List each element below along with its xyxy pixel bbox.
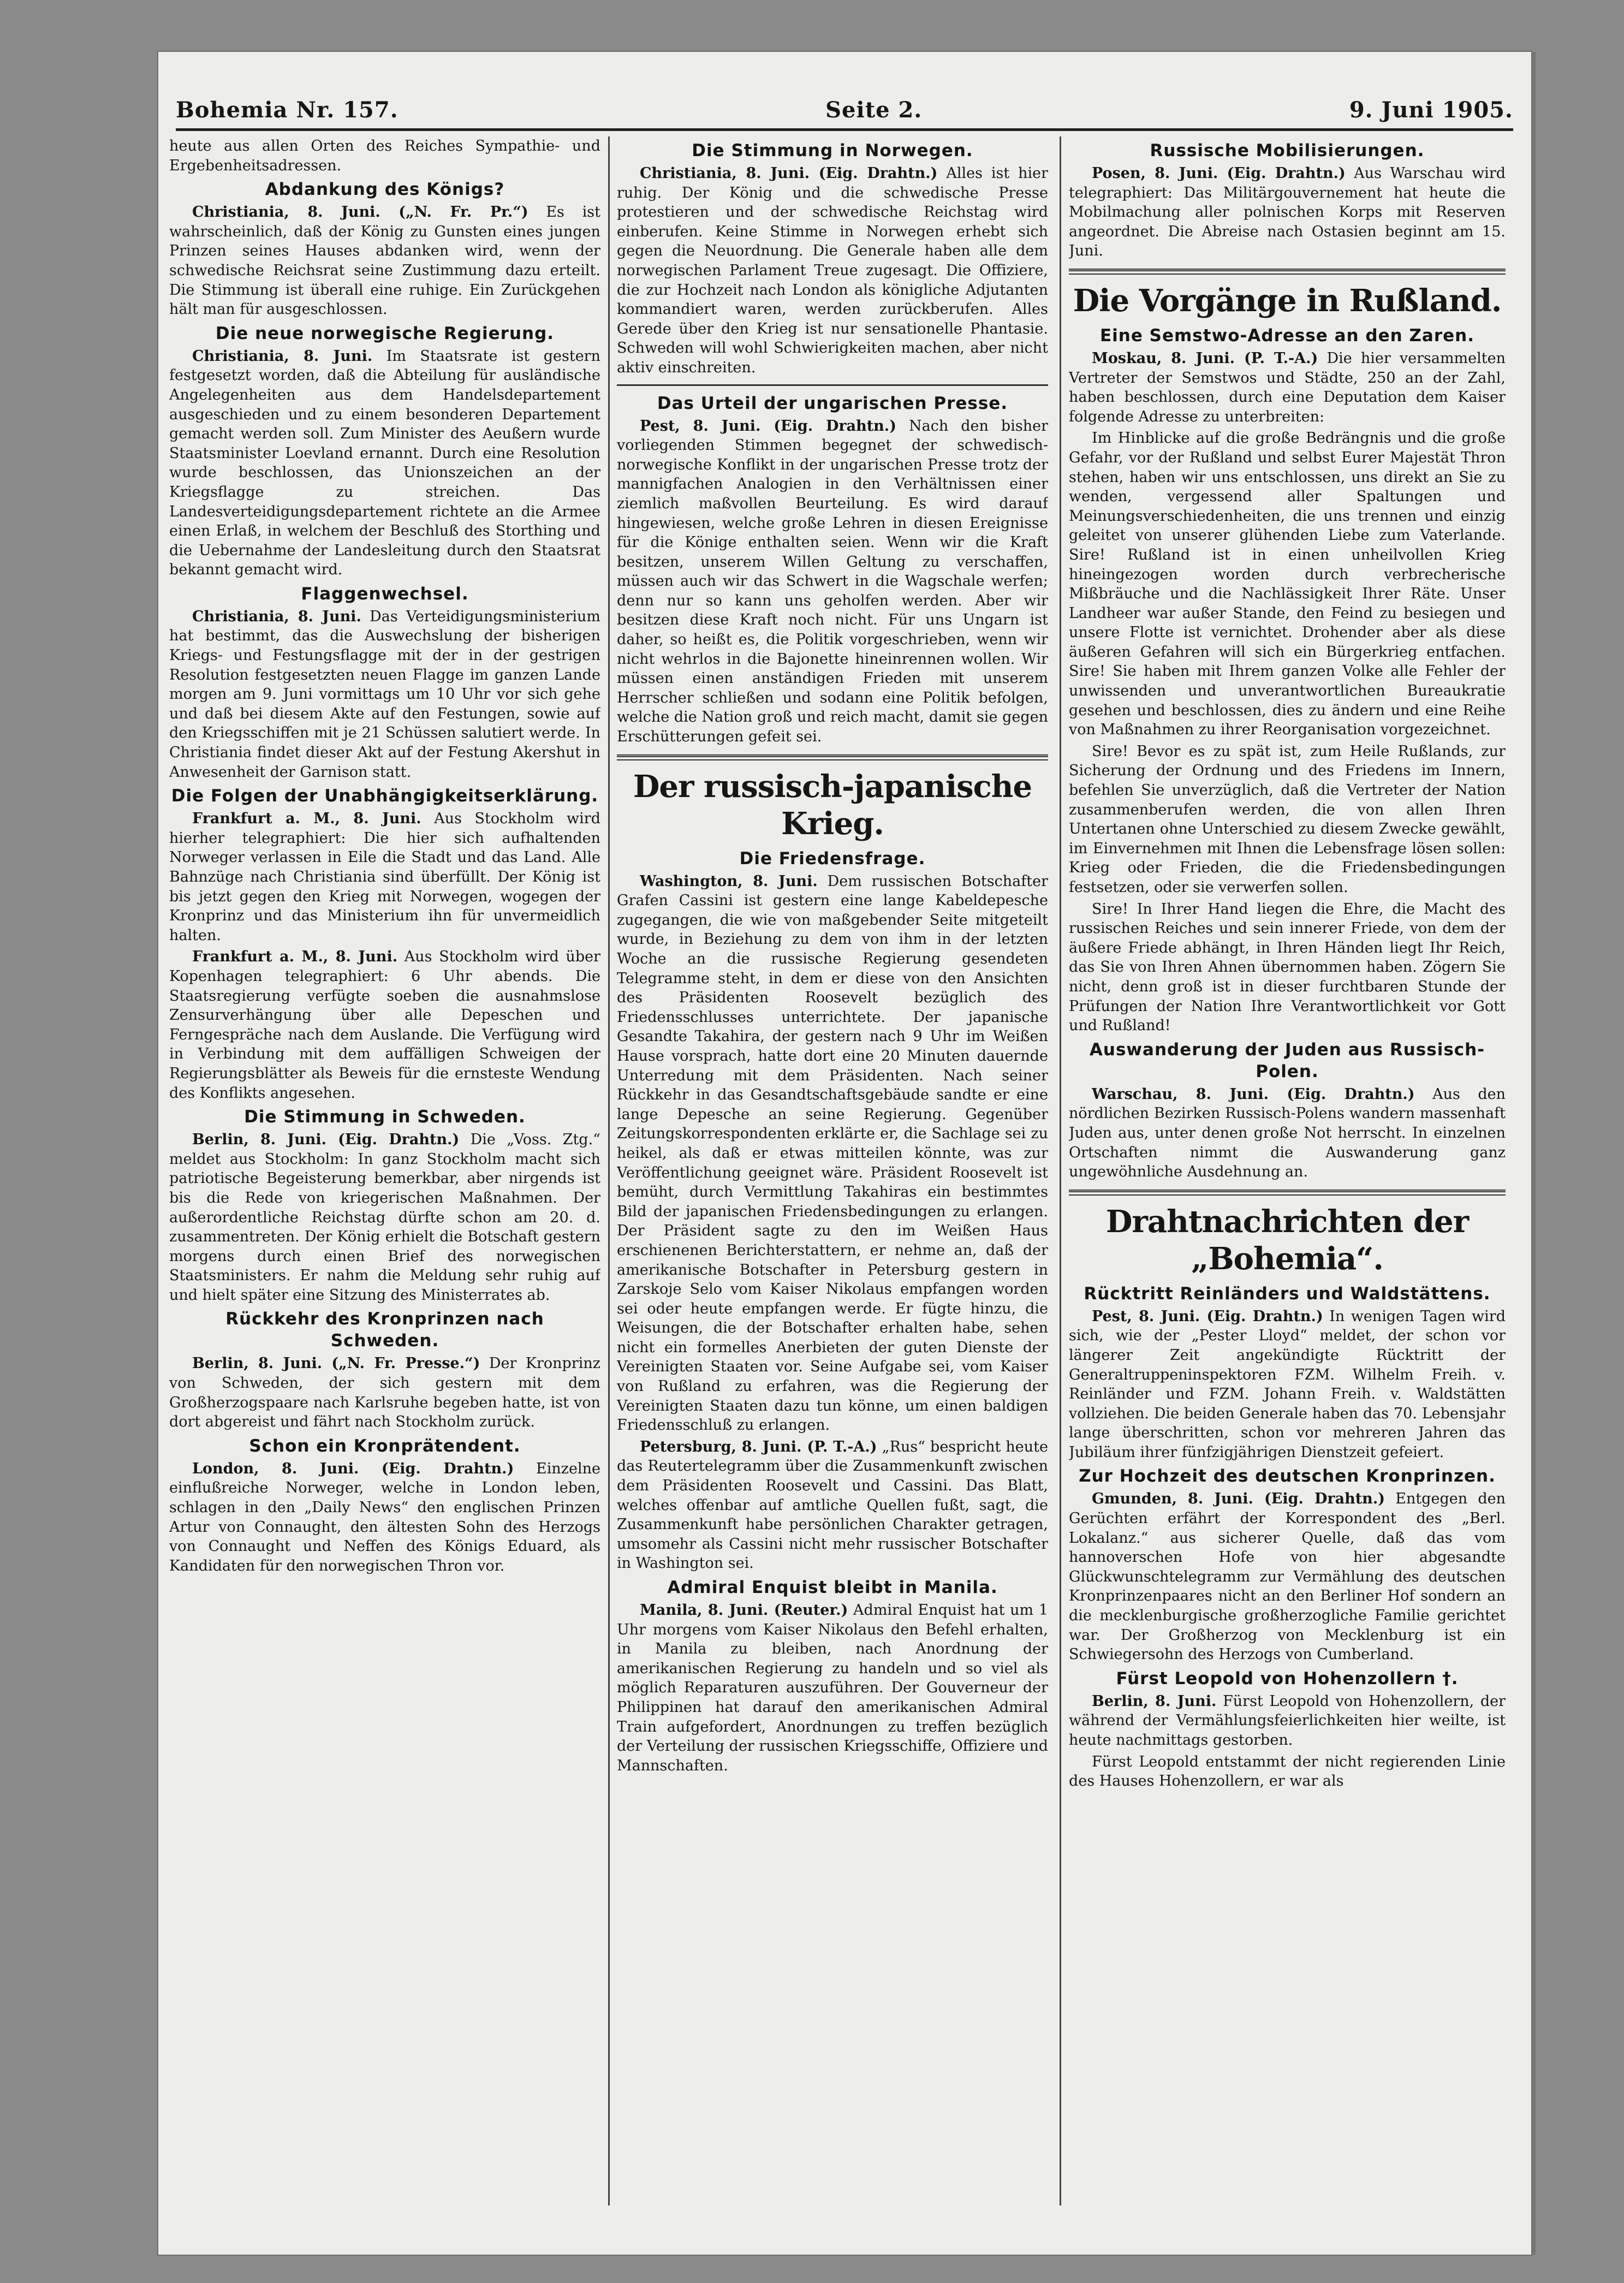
section-title: Der russisch-japanische Krieg. xyxy=(633,768,1032,842)
dateline: Christiania, 8. Juni. xyxy=(192,608,361,625)
article-body: Im Hinblicke auf die große Bedrängnis und die große Gefahr, vor der Rußland und selbst Eurer Majestät Thron stehen, haben wir uns entschlossen, uns direkt an Sie zu wenden, vergessend aller Spaltungen und Meinungsverschiedenheiten, die uns trennen und einzig geleitet von unserer glühenden Liebe zum Vaterlande. Sire! Rußland ist in einen unheilvollen Krieg hineingezogen worden durch verbrecherische Mißbräuche und die Nachlässigkeit Ihrer Räte. Unser Landheer war außer Stande, den Feind zu besiegen und unsere Flotte ist vernichtet. Drohender aber als diese äußeren Gefahren will sich ein Bürgerkrieg entfachen. Sire! Sie haben mit Ihrem ganzen Volke alle Fehler der unwissenden und unverantwortlichen Bureaukratie gesehen und beschlossen, dies zu ändern und eine Reihe von Maßnahmen zu ihrer Reorganisation vorgezeichnet. xyxy=(1069,430,1506,739)
section-rule xyxy=(617,754,1048,760)
issue-date: 9. Juni 1905. xyxy=(1349,97,1513,123)
page-number: Seite 2. xyxy=(825,97,923,123)
article-body: Sire! In Ihrer Hand liegen die Ehre, die Macht des russischen Reiches und sein innerer Friede, von dem der äußere Friede abhängt, in Ihren Händen liegt Ihr Reich, das Sie von Ihren Ahnen übernommen haben. Zögern Sie nicht, denn groß ist in dieser furchtbaren Stunde der Prüfungen der Nation Ihre Verantwortlichkeit vor Gott und Rußland! xyxy=(1069,900,1506,1035)
dateline: Manila, 8. Juni. (Reuter.) xyxy=(640,1602,848,1619)
dateline: Christiania, 8. Juni. xyxy=(192,347,373,365)
dateline: Warschau, 8. Juni. (Eig. Drahtn.) xyxy=(1092,1085,1415,1103)
article-heading: Die Folgen der Unabhängigkeitserklärung. xyxy=(171,786,599,806)
article-heading: Schon ein Kronprätendent. xyxy=(249,1436,521,1456)
article-body: Christiania, 8. Juni. Im Staatsrate ist gestern festgesetzt worden, daß die Abteilung für ausländische Angelegenheiten aus dem Handelsdepartement ausgeschieden und zu einem besonderen Departement gemacht werden soll. Zum Minister des Aeußern wurde Staatsminister Loevland ernannt. Durch eine Resolution wurde beschlossen, das Unionszeichen an der Kriegsflagge zu streichen. Das Landesverteidigungsdepartement richtete an die Armee einen Erlaß, in welchem der Beschluß des Storthing und die Uebernahme der Landesleitung durch den Staatsrat bekannt gemacht wird. xyxy=(169,347,600,579)
article-body: Moskau, 8. Juni. (P. T.-A.) Die hier versammelten Vertreter der Semstwos und Städte, 250 an der Zahl, haben beschlossen, durch eine Deputation dem Kaiser folgende Adresse zu unterbreiten: xyxy=(1069,349,1506,425)
dateline: Pest, 8. Juni. (Eig. Drahtn.) xyxy=(640,417,896,435)
article-body: Christiania, 8. Juni. Das Verteidigungsministerium hat bestimmt, das die Auswechslung der bisherigen Kriegs- und Festungsflagge mit der in der gestrigen Resolution festgesetzten neuen Flagge im ganzen Lande morgen am 9. Juni vormittags um 10 Uhr vor sich gehe und daß bei diesem Akte auf den Festungen, sowie auf den Kriegsschiffen mit je 21 Schüssen salutiert werde. In Christiania findet dieser Akt auf der Festung Akershut in Anwesenheit der Garnison statt. xyxy=(169,608,600,781)
article-heading: Russische Mobilisierungen. xyxy=(1150,141,1425,160)
article-body: Frankfurt a. M., 8. Juni. Aus Stockholm wird hierher telegraphiert: Die hier sich aufhaltenden Norweger verlassen in Eile die Stadt und das Land. Alle Bahnzüge nach Christiania sind überfüllt. Der König ist bis jetzt gegen den Krieg mit Norwegen, wogegen der Kronprinz und das Ministerium ihn für unvermeidlich halten. xyxy=(169,810,600,944)
newspaper-page xyxy=(158,52,1531,2255)
article-heading: Die neue norwegische Regierung. xyxy=(215,323,555,343)
article-heading: Abdankung des Königs? xyxy=(265,180,505,200)
dateline: Christiania, 8. Juni. (Eig. Drahtn.) xyxy=(640,165,938,182)
dateline: Petersburg, 8. Juni. (P. T.-A.) xyxy=(640,1438,877,1455)
page-header xyxy=(176,91,1513,123)
article-heading: Die Stimmung in Norwegen. xyxy=(692,141,973,160)
article-body: Posen, 8. Juni. (Eig. Drahtn.) Aus Warschau wird telegraphiert: Das Militärgouvernement hat heute die Mobilmachung aller polnischen Korps mit Reserven angeordnet. Die Abreise nach Ostasien beginnt am 15. Juni. xyxy=(1069,165,1506,260)
section-title: Die Vorgänge in Rußland. xyxy=(1073,282,1502,319)
article-body: Berlin, 8. Juni. Fürst Leopold von Hohenzollern, der während der Vermählungsfeierlichkeiten hier weilte, ist heute nachmittags gestorben. xyxy=(1069,1692,1506,1749)
column-1 xyxy=(169,136,600,1578)
dateline: Berlin, 8. Juni. xyxy=(1092,1692,1217,1710)
header-rule xyxy=(176,128,1513,131)
dateline: London, 8. Juni. (Eig. Drahtn.) xyxy=(192,1460,514,1477)
article-heading: Flaggenwechsel. xyxy=(301,584,469,604)
article-heading: Die Friedensfrage. xyxy=(739,848,926,869)
article-body: Christiania, 8. Juni. („N. Fr. Pr.“) Es ist wahrscheinlich, daß der König zu Gunsten eines jungen Prinzen seines Hauses abdanken wird, wenn der schwedische Reichsrat seine Zustimmung dazu erteilt. Die Stimmung ist überall eine ruhige. Ein Zurückgehen hält man für ausgeschlossen. xyxy=(169,204,600,318)
article-heading: Die Stimmung in Schweden. xyxy=(244,1107,526,1127)
article-heading: Admiral Enquist bleibt in Manila. xyxy=(667,1578,998,1597)
article-body: Christiania, 8. Juni. (Eig. Drahtn.) Alles ist hier ruhig. Der König und die schwedische Presse protestieren und der schwedische Reichstag wird einberufen. Keine Stimme in Norwegen erhebt sich gegen die Neuordnung. Die Generale haben alle dem norwegischen Parlament Treue zugesagt. Die Offiziere, die zur Hochzeit nach London als königliche Adjutanten kommandiert waren, werden zurückberufen. Alles Gerede über den Krieg ist nur sensationelle Phantasie. Schweden will wohl Schwierigkeiten machen, aber nicht aktiv einschreiten. xyxy=(617,165,1048,376)
article-heading: Das Urteil der ungarischen Presse. xyxy=(657,393,1008,413)
section-rule xyxy=(617,384,1048,386)
column-2 xyxy=(617,136,1048,1777)
dateline: Christiania, 8. Juni. („N. Fr. Pr.“) xyxy=(192,204,528,221)
article-body: Petersburg, 8. Juni. (P. T.-A.) „Rus“ bespricht heute das Reutertelegramm über die Zusammenkunft zwischen dem Präsidenten Roosevelt und Cassini. Das Blatt, welches offenbar auf amtliche Quellen fußt, sagt, die Zusammenkunft habe persönlichen Charakter getragen, umsomehr als Cassini nicht mehr russischer Botschafter in Washington sei. xyxy=(617,1438,1048,1572)
dateline: Gmunden, 8. Juni. (Eig. Drahtn.) xyxy=(1092,1490,1385,1508)
article-body: Berlin, 8. Juni. („N. Fr. Presse.“) Der Kronprinz von Schweden, der sich gestern mit dem Großherzogspaare nach Karlsruhe begeben hatte, ist von dort abgereist und fährt nach Stockholm zurück. xyxy=(169,1355,600,1431)
article-body: Gmunden, 8. Juni. (Eig. Drahtn.) Entgegen den Gerüchten erfährt der Korrespondent des „Berl. Lokalanz.“ aus sicherer Quelle, daß das vom hannoverschen Hofe von hier abgesandte Glückwunschtelegramm zur Vermählung des deutschen Kronprinzenpaares nicht an den Berliner Hof sondern an die mecklenburgische großherzogliche Familie gerichtet war. Der Großherzog von Mecklenburg ist ein Schwiegersohn des Herzogs von Cumberland. xyxy=(1069,1490,1506,1663)
section-rule xyxy=(1069,269,1506,275)
issue-number: Bohemia Nr. 157. xyxy=(176,97,398,123)
column-3 xyxy=(1069,136,1506,1793)
article-heading: Zur Hochzeit des deutschen Kronprinzen. xyxy=(1079,1466,1496,1487)
intro-text: heute aus allen Orten des Reiches Sympathie- und Ergebenheitsadressen. xyxy=(169,138,600,174)
article-body: Sire! Bevor es zu spät ist, zum Heile Rußlands, zur Sicherung der Ordnung und des Friedens im Innern, befehlen Sie unverzüglich, daß die Vertreter der Nation zusammenberufen werden, die von allen Ihren Untertanen ohne Unterschied zu diesem Zwecke gewählt, im Einvernehmen mit Ihnen die Lebensfrage lösen sollen: Krieg oder Frieden, die die Friedensbedingungen festsetzen, oder sie verwerfen sollen. xyxy=(1069,742,1506,896)
article-heading: Eine Semstwo-Adresse an den Zaren. xyxy=(1099,325,1475,346)
article-heading: Auswanderung der Juden aus Russisch-Polen. xyxy=(1089,1039,1485,1081)
article-body: Frankfurt a. M., 8. Juni. Aus Stockholm wird über Kopenhagen telegraphiert: 6 Uhr abends. Die Staatsregierung verfügte soeben die ausnahmslose Zensurverhängung über alle Depeschen und Ferngespräche nach dem Auslande. Die Verfügung wird in Verbindung mit dem auffälligen Schweigen der Regierungsblätter als Beweis für die ernsteste Wendung des Konflikts angesehen. xyxy=(169,948,600,1102)
article-body: Pest, 8. Juni. (Eig. Drahtn.) In wenigen Tagen wird sich, wie der „Pester Lloyd“ meldet, der schon vor längerer Zeit angekündigte Rücktritt der Generaltruppeninspektoren FZM. Wilhelm Freih. v. Reinländer und FZM. Johann Freih. v. Waldstätten vollziehen. Die beiden Generale haben das 70. Lebensjahr lange überschritten, schon vor mehreren Jahren das Jubiläum ihrer fünfzigjährigen Dienstzeit gefeiert. xyxy=(1069,1307,1506,1461)
column-divider xyxy=(1060,136,1061,2205)
section-title: Drahtnachrichten der „Bohemia“. xyxy=(1105,1203,1469,1277)
article-body: London, 8. Juni. (Eig. Drahtn.) Einzelne einflußreiche Norweger, welche in London leben, schlagen in den „Daily News“ den englischen Prinzen Artur von Connaught, den ältesten Sohn des Herzogs von Connaught und Neffen des Königs Eduard, als Kandidaten für den norwegischen Thron vor. xyxy=(169,1460,600,1574)
article-heading: Fürst Leopold von Hohenzollern †. xyxy=(1116,1668,1459,1689)
article-body: Fürst Leopold entstammt der nicht regierenden Linie des Hauses Hohenzollern, er war als xyxy=(1069,1753,1506,1790)
article-body: Berlin, 8. Juni. (Eig. Drahtn.) Die „Voss. Ztg.“ meldet aus Stockholm: In ganz Stockholm macht sich patriotische Begeisterung bemerkbar, aber nirgends ist bis die Rede von kriegerischen Maßnahmen. Der außerordentliche Reichstag dürfte schon am 20. d. zusammentreten. Der König erhielt die Botschaft gestern morgens durch einen Brief des norwegischen Staatsministers. Er nahm die Meldung sehr ruhig auf und hielt später eine Sitzung des Ministerrates ab. xyxy=(169,1131,600,1304)
dateline: Berlin, 8. Juni. („N. Fr. Presse.“) xyxy=(192,1355,480,1372)
section-rule xyxy=(1069,1190,1506,1196)
article-body: Pest, 8. Juni. (Eig. Drahtn.) Nach den bisher vorliegenden Stimmen begegnet der schwedisch-norwegische Konflikt in der ungarischen Presse trotz der mannigfachen Analogien in den Verhältnissen einer ziemlich maßvollen Beurteilung. Es wird darauf hingewiesen, welche große Lehren in diesen Ereignisse für die Könige enthalten seien. Wenn wir die Kraft besitzen, unserem Willen Geltung zu verschaffen, müssen auch wir das Schwert in die Wagschale werfen; denn nur so kann uns geholfen werden. Aber wir besitzen diese Kraft noch nicht. Für uns Ungarn ist daher, so heißt es, die Politik vorgeschrieben, wenn wir nicht wehrlos in die Bajonette hineinrennen wollen. Wir müssen einen anständigen Frieden mit unserem Herrscher schließen und sodann eine Politik befolgen, welche die Nation groß und reich macht, damit sie gegen Erschütterungen gefeit sei. xyxy=(617,417,1048,746)
dateline: Frankfurt a. M., 8. Juni. xyxy=(192,810,421,828)
column-divider xyxy=(608,136,610,2205)
article-heading: Rückkehr des Kronprinzen nach Schweden. xyxy=(225,1309,544,1351)
dateline: Berlin, 8. Juni. (Eig. Drahtn.) xyxy=(192,1131,460,1149)
dateline: Moskau, 8. Juni. (P. T.-A.) xyxy=(1092,349,1318,367)
article-body: Washington, 8. Juni. Dem russischen Botschafter Grafen Cassini ist gestern eine lange Kabeldepesche zugegangen, die wie von maßgebender Seite mitgeteilt wurde, in Beziehung zu dem von ihm in der letzten Woche an die russische Regierung gesendeten Telegramme steht, in dem er diese von den Ansichten des Präsidenten Roosevelt bezüglich des Friedensschlusses unterrichtete. Der japanische Gesandte Takahira, der gestern nach 9 Uhr im Weißen Hause vorsprach, hatte dort eine 20 Minuten dauernde Unterredung mit dem Präsidenten. Nach seiner Rückkehr in das Gesandtschaftsgebäude sandte er eine lange Depesche an seine Regierung. Gegenüber Zeitungskorrespondenten erklärte er, die Sachlage sei zu heikel, als daß er etwas mitteilen könnte, was zur Veröffentlichung geeignet wäre. Präsident Roosevelt ist bemüht, durch Vermittlung Takahiras ein bestimmtes Bild der japanischen Friedensbedingungen zu erlangen. Der Präsident sagte zu den im Weißen Haus erschienenen Berichterstattern, er nehme an, daß der amerikanische Botschafter in Petersburg gestern in Zarskoje Selo vom Kaiser Nikolaus empfangen worden sei oder heute empfangen werde. Er fügte hinzu, die Weisungen, die der Botschafter erhalten habe, sehen nicht ein formelles Anerbieten der guten Dienste der Vereinigten Staaten vor. Seine Aufgabe sei, vom Kaiser von Rußland zu erfahren, was die Regierung der Vereinigten Staaten dazu tun könne, um einen baldigen Friedensschluß zu erlangen. xyxy=(617,872,1048,1434)
article-body: Manila, 8. Juni. (Reuter.) Admiral Enquist hat um 1 Uhr morgens vom Kaiser Nikolaus den Befehl erhalten, in Manila zu bleiben, nach Anordnung der amerikanischen Regierung zu handeln und so viel als möglich Reparaturen auszuführen. Der Gouverneur der Philippinen hat darauf den amerikanischen Admiral Train aufgefordert, Anordnungen zu treffen bezüglich der Verteilung der russischen Kriegsschiffe, Offiziere und Mannschaften. xyxy=(617,1602,1048,1774)
dateline: Posen, 8. Juni. (Eig. Drahtn.) xyxy=(1092,165,1346,182)
dateline: Pest, 8. Juni. (Eig. Drahtn.) xyxy=(1092,1307,1323,1325)
dateline: Frankfurt a. M., 8. Juni. xyxy=(192,948,398,966)
article-body: Warschau, 8. Juni. (Eig. Drahtn.) Aus den nördlichen Bezirken Russisch-Polens wandern massenhaft Juden aus, unter denen große Not herrscht. In einzelnen Ortschaften nimmt die Auswanderung ganz ungewöhnliche Ausdehnung an. xyxy=(1069,1085,1506,1181)
dateline: Washington, 8. Juni. xyxy=(640,872,818,890)
article-heading: Rücktritt Reinländers und Waldstättens. xyxy=(1084,1283,1491,1304)
